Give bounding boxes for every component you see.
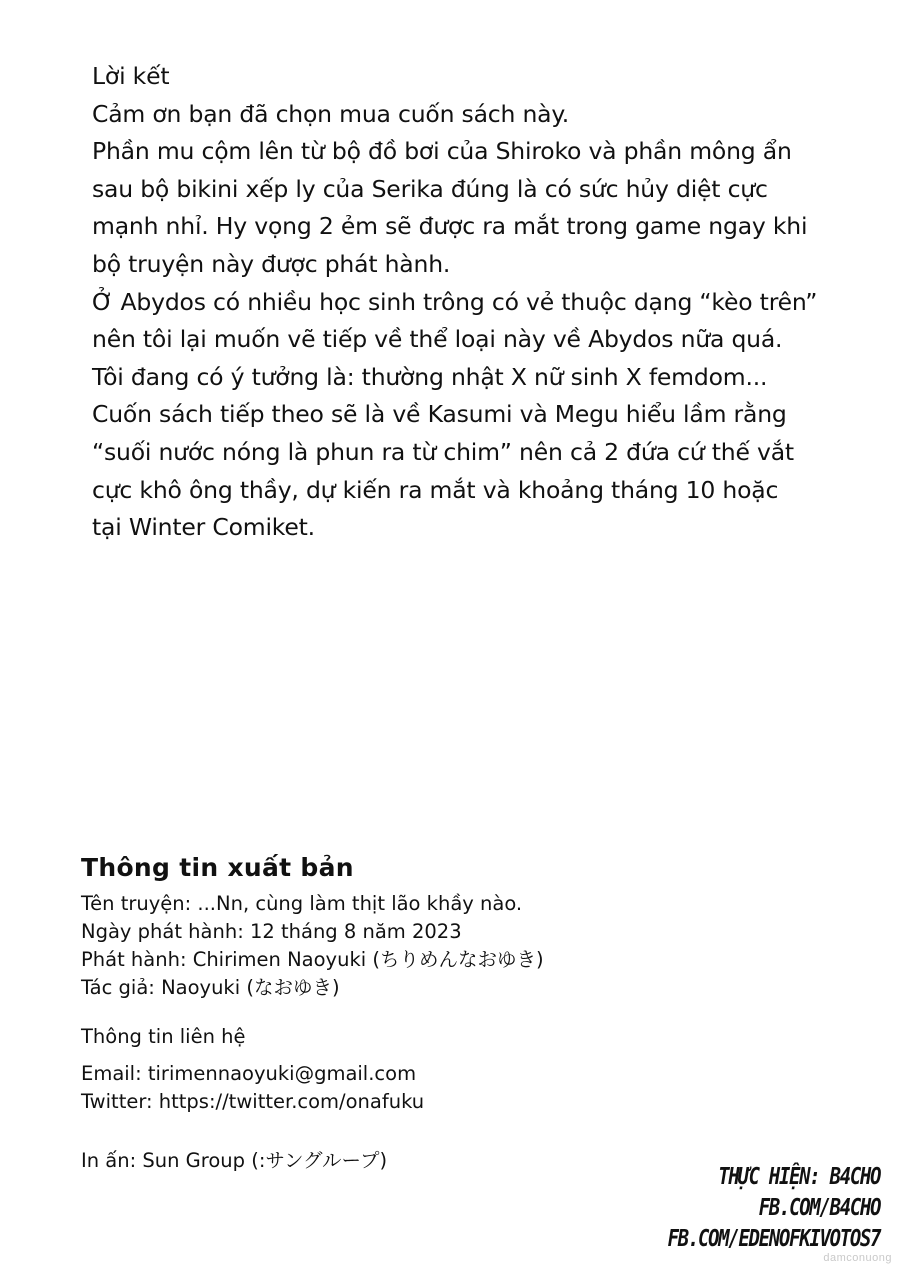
afterword-line: Cảm ơn bạn đã chọn mua cuốn sách này. xyxy=(92,99,570,128)
twitter-line: Twitter: https://twitter.com/onafuku xyxy=(81,1090,425,1113)
afterword-line: bộ truyện này được phát hành. xyxy=(92,249,451,278)
afterword-line: mạnh nhỉ. Hy vọng 2 ẻm sẽ được ra mắt trong game ngay khi xyxy=(92,212,808,241)
afterword-line: sau bộ bikini xếp ly của Serika đúng là có sức hủy diệt cực xyxy=(92,174,768,203)
afterword-line: nên tôi lại muốn vẽ tiếp về thể loại này về Abydos nữa quá. xyxy=(92,325,783,354)
afterword-line: cực khô ông thầy, dự kiến ra mắt và khoảng tháng 10 hoặc xyxy=(92,475,779,504)
credit-line: FB.COM/EDENOFKIVOTOS7 xyxy=(667,1226,880,1252)
publication-info xyxy=(81,850,701,1175)
credit-line: FB.COM/B4CHO xyxy=(758,1195,880,1221)
afterword-title: Lời kết xyxy=(92,62,170,90)
publisher-line: Phát hành: Chirimen Naoyuki (ちりめんなおゆき) xyxy=(81,948,544,971)
watermark: damconuong xyxy=(823,1252,892,1264)
publication-heading: Thông tin xuất bản xyxy=(81,853,354,882)
print-line: In ấn: Sun Group (:サングループ) xyxy=(81,1149,388,1172)
afterword-line: Tôi đang có ý tưởng là: thường nhật X nữ sinh X femdom... xyxy=(92,362,768,391)
afterword-section xyxy=(92,58,882,547)
afterword-line: tại Winter Comiket. xyxy=(92,513,315,542)
contact-block xyxy=(81,1060,701,1116)
afterword-line: Cuốn sách tiếp theo sẽ là về Kasumi và Megu hiểu lầm rằng xyxy=(92,400,787,429)
afterword-line: “suối nước nóng là phun ra từ chim” nên cả 2 đứa cứ thế vắt xyxy=(92,437,794,466)
translator-credits xyxy=(621,1162,880,1255)
release-date-line: Ngày phát hành: 12 tháng 8 năm 2023 xyxy=(81,920,462,943)
email-line: Email: tirimennaoyuki@gmail.com xyxy=(81,1062,417,1085)
author-line: Tác giả: Naoyuki (なおゆき) xyxy=(81,976,340,999)
title-line: Tên truyện: ...Nn, cùng làm thịt lão khầy nào. xyxy=(81,892,523,915)
contact-heading: Thông tin liên hệ xyxy=(81,1025,246,1048)
credit-line: THỰC HIỆN: B4CHO xyxy=(717,1164,880,1190)
afterword-line: Phần mu cộm lên từ bộ đồ bơi của Shiroko và phần mông ẩn xyxy=(92,137,792,166)
afterword-line: Ở Abydos có nhiều học sinh trông có vẻ thuộc dạng “kèo trên” xyxy=(92,287,818,316)
